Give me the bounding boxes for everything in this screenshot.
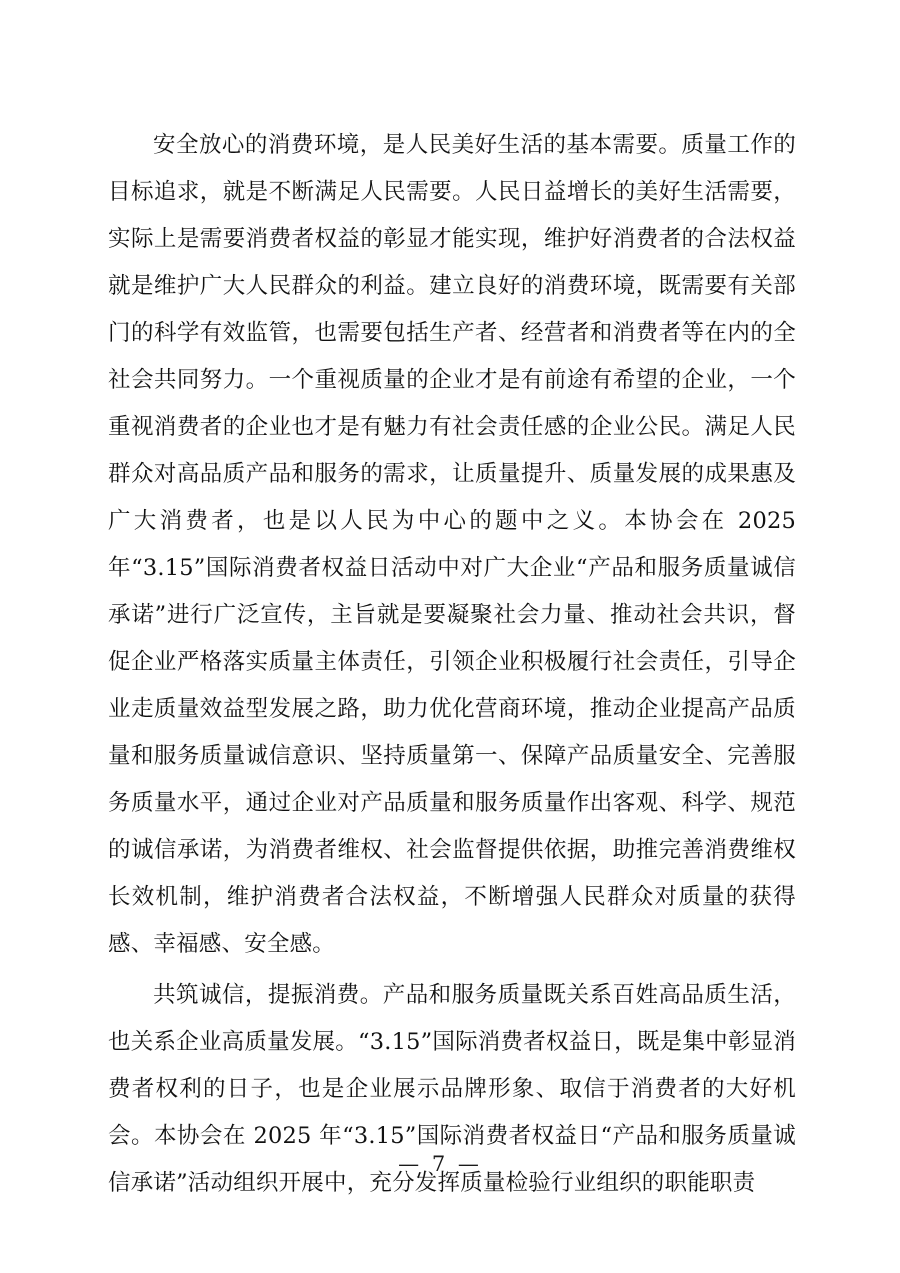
paragraph-2: 共筑诚信，提振消费。产品和服务质量既关系百姓高品质生活，也关系企业高质量发展。“3.15”国际消费者权益日，既是集中彰显消费者权利的日子，也是企业展示品牌形象、取信于消费者的大好机会。本协会在 2025 年“3.15”国际消费者权益日“产品和服务质量诚信承诺”活动组织开展中，充分发挥质量检验行业组织的职能职责 [108,982,796,1196]
page-body-text [108,122,796,1209]
page-number: — 7 — [398,1152,482,1176]
paragraph-1: 安全放心的消费环境，是人民美好生活的基本需要。质量工作的目标追求，就是不断满足人民需要。人民日益增长的美好生活需要，实际上是需要消费者权益的彰显才能实现，维护好消费者的合法权益就是维护广大人民群众的利益。建立良好的消费环境，既需要有关部门的科学有效监管，也需要包括生产者、经营者和消费者等在内的全社会共同努力。一个重视质量的企业才是有前途有希望的企业，一个重视消费者的企业也才是有魅力有社会责任感的企业公民。满足人民群众对高品质产品和服务的需求，让质量提升、质量发展的成果惠及广大消费者，也是以人民为中心的题中之义。本协会在 2025 年“3.15”国际消费者权益日活动中对广大企业“产品和服务质量诚信承诺”进行广泛宣传，主旨就是要凝聚社会力量、推动社会共识，督促企业严格落实质量主体责任，引领企业积极履行社会责任，引导企业走质量效益型发展之路，助力优化营商环境，推动企业提高产品质量和服务质量诚信意识、坚持质量第一、保障产品质量安全、完善服务质量水平，通过企业对产品质量和服务质量作出客观、科学、规范的诚信承诺，为消费者维权、社会监督提供依据，助推完善消费维权长效机制，维护消费者合法权益，不断增强人民群众对质量的获得感、幸福感、安全感。 [108,132,796,957]
